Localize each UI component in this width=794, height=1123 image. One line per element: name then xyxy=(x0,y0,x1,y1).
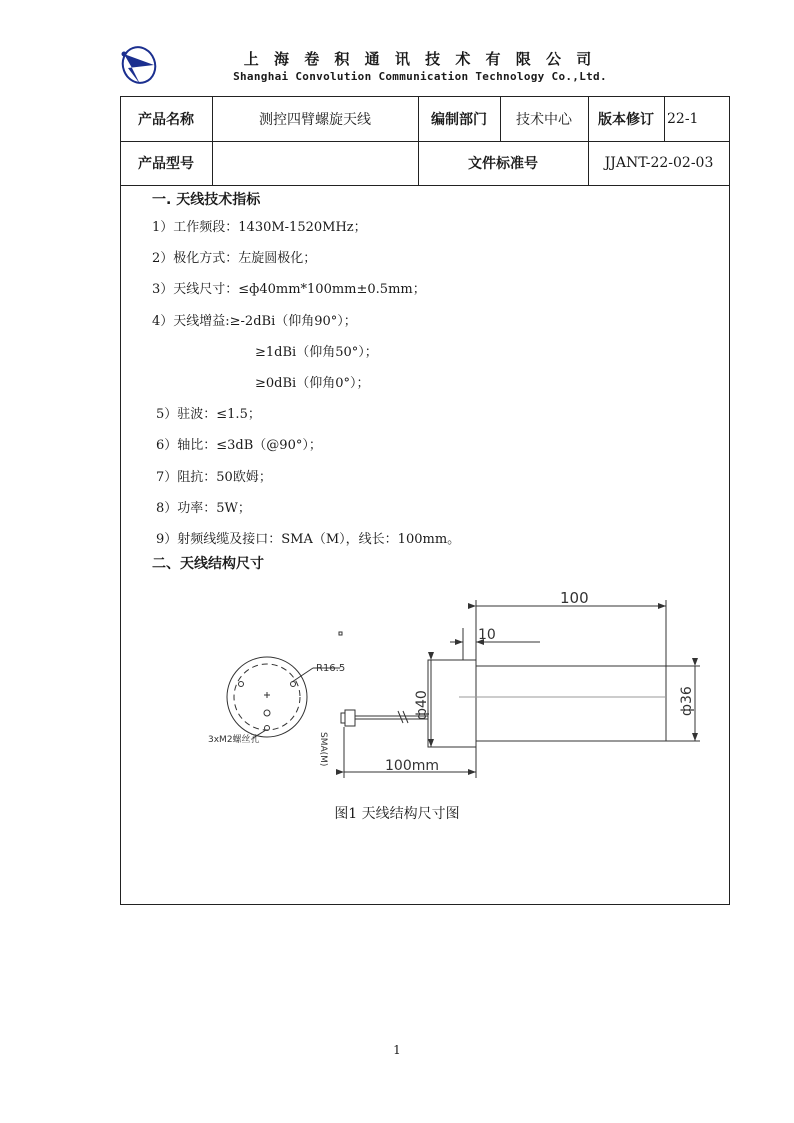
spec-line: 2）极化方式：左旋圆极化； xyxy=(152,251,317,266)
revision-value: 22-1 xyxy=(667,110,699,127)
spec-line: 7）阻抗：50欧姆； xyxy=(156,470,272,485)
spec-line: 8）功率：5W； xyxy=(156,501,251,516)
inner-diameter-label: ф36 xyxy=(679,686,695,716)
model-value xyxy=(212,141,418,185)
model-label: 产品型号 xyxy=(138,156,194,172)
product-name-value: 测控四臂螺旋天线 xyxy=(259,111,371,128)
side-view xyxy=(341,600,700,778)
company-name-cn: 上 海 卷 积 通 讯 技 术 有 限 公 司 xyxy=(243,50,597,68)
spec-line: 5）驻波：≤1.5； xyxy=(156,407,261,422)
figure-caption: 图1 天线结构尺寸图 xyxy=(334,806,460,822)
spec-line: ≥0dBi（仰角0°）； xyxy=(255,376,370,391)
revision-label: 版本修订 xyxy=(598,111,654,128)
spec-line: ≥1dBi（仰角50°）； xyxy=(255,345,378,360)
spec-line: 6）轴比：≤3dB（@90°）； xyxy=(156,438,322,453)
radius-label: R16.5 xyxy=(316,663,346,674)
page-number: 1 xyxy=(393,1043,401,1057)
reference-mark xyxy=(339,632,342,635)
table-col-divider xyxy=(664,96,665,141)
connector-label: SMA(M) xyxy=(318,732,328,767)
doc-no-value: JJANT-22-02-03 xyxy=(604,155,714,171)
spec-line: 3）天线尺寸：≤ф40mm*100mm±0.5mm； xyxy=(152,282,426,297)
outer-diameter-label: ф40 xyxy=(414,690,430,720)
cable-length-label: 100mm xyxy=(385,758,439,774)
company-name-en: Shanghai Convolution Communication Technology Co.,Ltd. xyxy=(233,70,607,83)
spec-line: 4）天线增益:≥-2dBi（仰角90°）； xyxy=(152,314,357,329)
section-title-specs: 一. 天线技术指标 xyxy=(152,192,261,208)
length-total-label: 100 xyxy=(560,589,589,607)
screw-holes-label: 3xM2螺丝孔 xyxy=(208,735,260,745)
company-logo-icon xyxy=(118,44,160,86)
table-bottom-divider xyxy=(120,185,730,186)
section-title-structure: 二、天线结构尺寸 xyxy=(152,556,264,572)
spec-line: 1）工作频段：1430M-1520MHz； xyxy=(152,220,367,235)
antenna-dimension-drawing xyxy=(195,580,715,790)
dept-value: 技术中心 xyxy=(516,111,572,128)
spec-line: 9）射频线缆及接口：SMA（M），线长：100mm。 xyxy=(156,532,461,547)
flange-length-label: 10 xyxy=(478,627,496,643)
doc-no-label: 文件标准号 xyxy=(468,156,538,172)
dept-label: 编制部门 xyxy=(431,111,487,128)
product-name-label: 产品名称 xyxy=(138,111,194,128)
